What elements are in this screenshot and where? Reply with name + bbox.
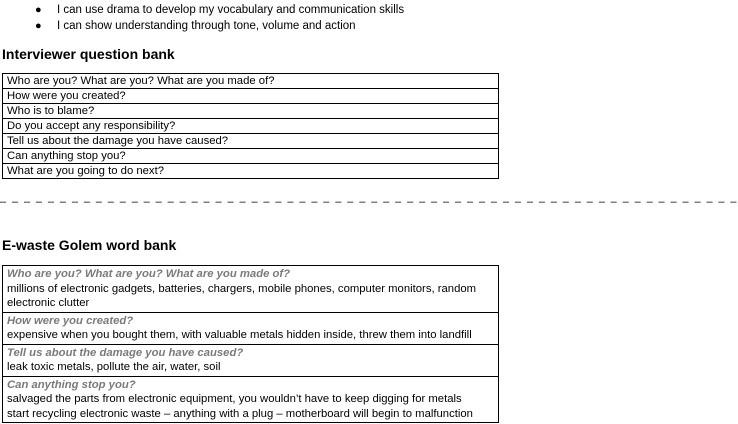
objective-item bbox=[0, 18, 500, 34]
wordbank-question: How were you created? bbox=[7, 314, 134, 327]
wordbank-question: Can anything stop you? bbox=[7, 378, 136, 391]
table-row bbox=[3, 89, 499, 104]
table-row bbox=[3, 149, 499, 164]
question-cell: Do you accept any responsibility? bbox=[3, 119, 499, 134]
wordbank-cell bbox=[3, 312, 499, 344]
table-row bbox=[3, 74, 499, 89]
table-row bbox=[3, 134, 499, 149]
wordbank-question: Tell us about the damage you have caused? bbox=[7, 346, 244, 359]
table-row bbox=[3, 344, 499, 376]
objective-item bbox=[0, 2, 500, 18]
wordbank-heading: E-waste Golem word bank bbox=[2, 237, 177, 253]
question-cell: Who is to blame? bbox=[3, 104, 499, 119]
bullet-icon: ● bbox=[35, 20, 42, 32]
table-row bbox=[3, 104, 499, 119]
learning-objectives-list bbox=[0, 2, 500, 34]
interviewer-heading: Interviewer question bank bbox=[2, 46, 175, 62]
wordbank-question: Who are you? What are you? What are you made of? bbox=[7, 268, 291, 280]
table-row bbox=[3, 376, 499, 423]
question-cell: Who are you? What are you? What are you made of? bbox=[3, 74, 499, 89]
table-row bbox=[3, 164, 499, 179]
question-cell: What are you going to do next? bbox=[3, 164, 499, 179]
wordbank-answer: millions of electronic gadgets, batteries, chargers, mobile phones, computer monitors, random bbox=[7, 282, 477, 295]
objective-text: I can show understanding through tone, volume and action bbox=[57, 20, 356, 32]
question-cell: Can anything stop you? bbox=[3, 149, 499, 164]
wordbank-cell bbox=[3, 376, 499, 423]
wordbank-answer: salvaged the parts from electronic equipment, you wouldn’t have to keep digging for metals bbox=[7, 393, 462, 405]
interviewer-question-table bbox=[2, 73, 499, 179]
bullet-icon: ● bbox=[35, 4, 42, 16]
wordbank-answer: start recycling electronic waste – anything with a plug – motherboard will begin to malfunction bbox=[7, 407, 473, 420]
cut-line-divider: – – – – – – – – – – – – – – – – – – – – – – – – – – – – – – – – – – – – – – – – – – – – – – – – – – – – – – – – – – – – – – bbox=[0, 196, 738, 208]
wordbank-answer: expensive when you bought them, with valuable metals hidden inside, threw them into landfill bbox=[7, 329, 472, 341]
table-row bbox=[3, 119, 499, 134]
question-cell: How were you created? bbox=[3, 89, 499, 104]
wordbank-answer: leak toxic metals, pollute the air, water, soil bbox=[7, 361, 221, 373]
wordbank-cell bbox=[3, 266, 499, 313]
question-cell: Tell us about the damage you have caused? bbox=[3, 134, 499, 149]
table-row bbox=[3, 266, 499, 313]
table-row bbox=[3, 312, 499, 344]
wordbank-cell bbox=[3, 344, 499, 376]
wordbank-table bbox=[2, 265, 499, 423]
objective-text: I can use drama to develop my vocabulary and communication skills bbox=[57, 4, 405, 16]
wordbank-answer: electronic clutter bbox=[7, 297, 90, 309]
